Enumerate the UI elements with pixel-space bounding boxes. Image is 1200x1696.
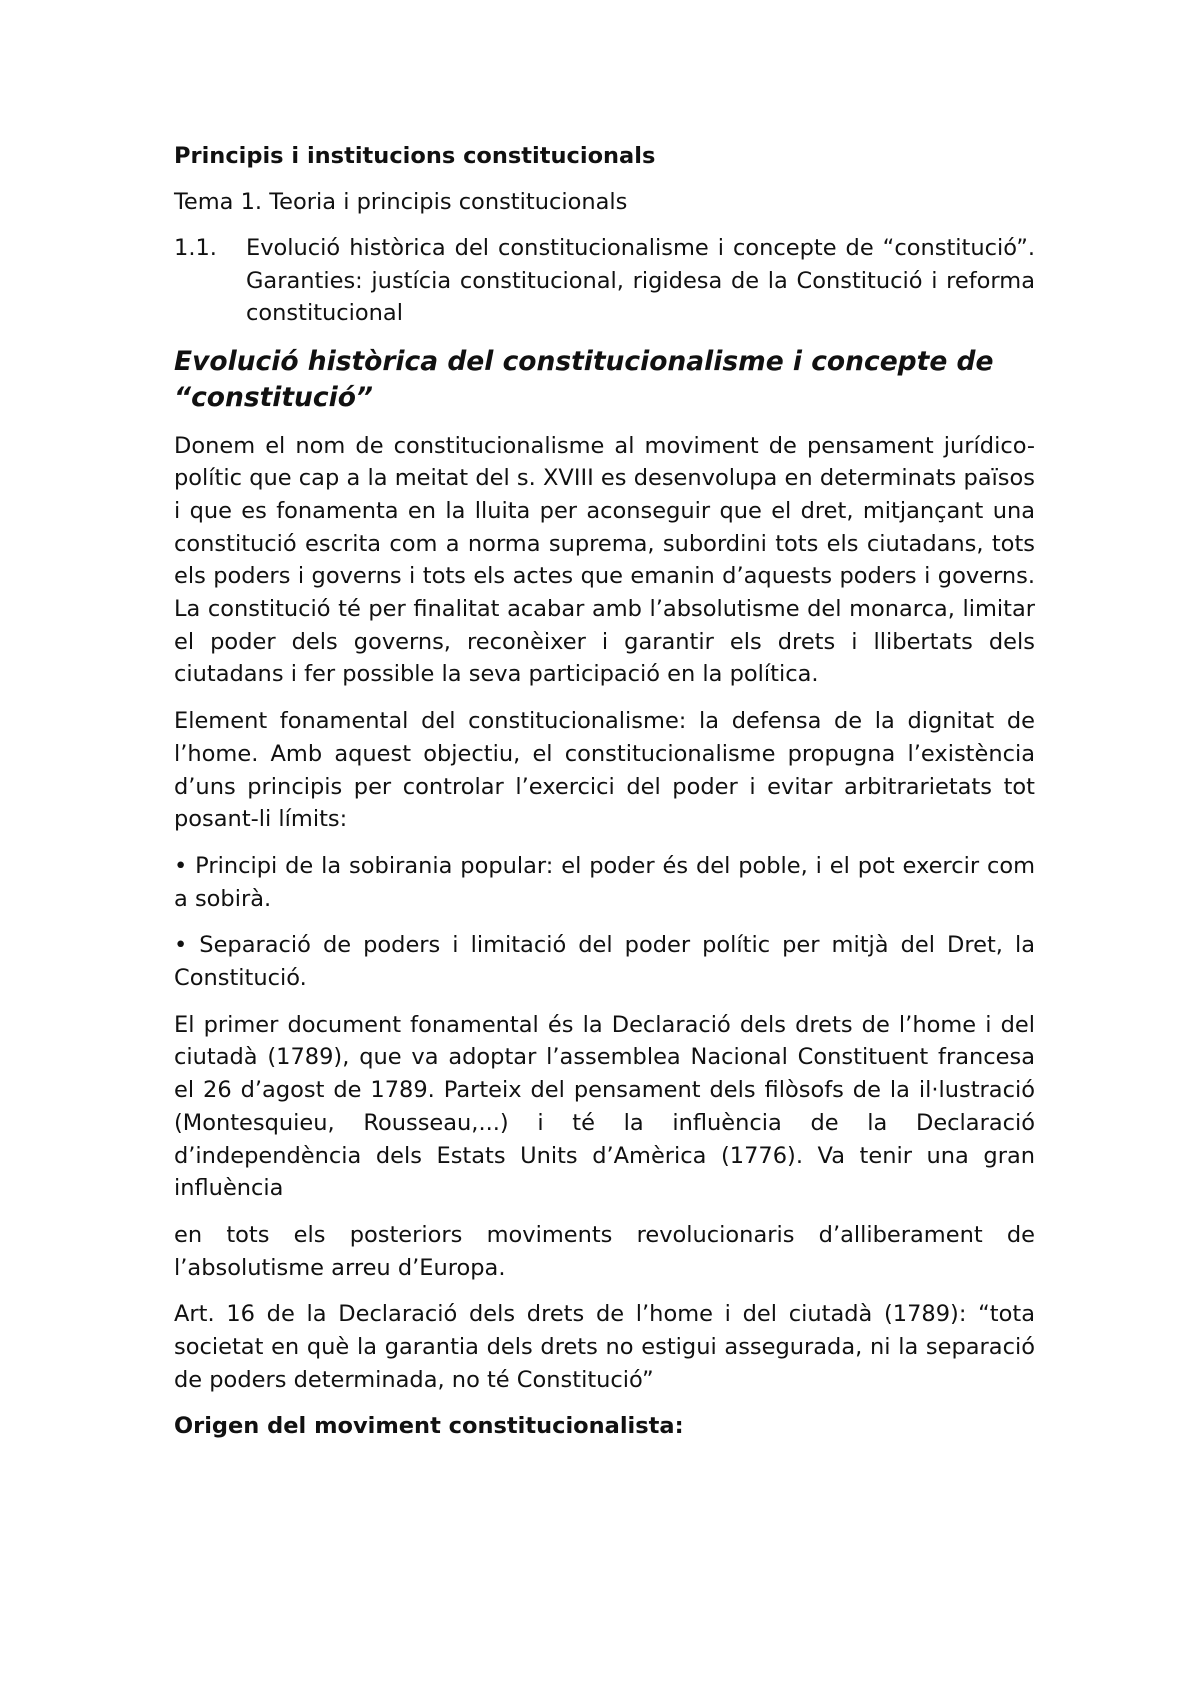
- topic-title: Tema 1. Teoria i principis constitucionals: [174, 189, 628, 215]
- paragraph-element-fonamental: Element fonamental del constitucionalisme: la defensa de la dignitat de l’home. Amb aquest objectiu, el constitucionalisme propugna l’existència d’uns principis per controlar l’exercici del poder i evitar arbitrarietats tot posant-li límits:: [174, 708, 1035, 833]
- bullet-sobirania-popular: • Principi de la sobirania popular: el poder és del poble, i el pot exercir com a sobirà.: [174, 852, 1035, 912]
- section-heading: Evolució històrica del constitucionalisme i concepte de “constitució”: [174, 345, 994, 413]
- paragraph-constitucionalisme: Donem el nom de constitucionalisme al moviment de pensament jurídico-polític que cap a la meitat del s. XVIII es desenvolupa en determinats països i que es fonamenta en la lluita per aconseguir que el dret, mitjançant una constitució escrita com a norma suprema, subordini tots els ciutadans, tots els poders i governs i tots els actes que emanin d’aquests poders i governs. La constitució té per finalitat acabar amb l’absolutisme del monarca, limitar el poder dels governs, reconèixer i garantir els drets i llibertats dels ciutadans i fer possible la seva participació en la política.: [174, 432, 1035, 688]
- paragraph-declaracio: El primer document fonamental és la Declaració dels drets de l’home i del ciutadà (1789), que va adoptar l’assemblea Nacional Constituent francesa el 26 d’agost de 1789. Parteix del pensament dels filòsofs de la il·lustració (Montesquieu, Rousseau,...) i té la influència de la Declaració d’independència dels Estats Units d’Amèrica (1776). Va tenir una gran influència: [174, 1011, 1035, 1202]
- subheading-origen: Origen del moviment constitucionalista:: [174, 1413, 684, 1440]
- document-title: Principis i institucions constitucionals: [174, 143, 656, 169]
- document-page: [174, 140, 1035, 1442]
- outline-item-number: 1.1.: [174, 235, 217, 261]
- paragraph-moviments-revolucionaris: en tots els posteriors moviments revolucionaris d’alliberament de l’absolutisme arreu d’Europa.: [174, 1221, 1035, 1281]
- outline-item: [174, 232, 1035, 330]
- bullet-separacio-poders: • Separació de poders i limitació del poder polític per mitjà del Dret, la Constitució.: [174, 932, 1035, 992]
- paragraph-article-16: Art. 16 de la Declaració dels drets de l’home i del ciutadà (1789): “tota societat en què la garantia dels drets no estigui assegurada, ni la separació de poders determinada, no té Constitució”: [174, 1301, 1035, 1393]
- outline-item-text: Evolució històrica del constitucionalisme i concepte de “constitució”. Garanties: justícia constitucional, rigidesa de la Constitució i reforma constitucional: [246, 235, 1035, 326]
